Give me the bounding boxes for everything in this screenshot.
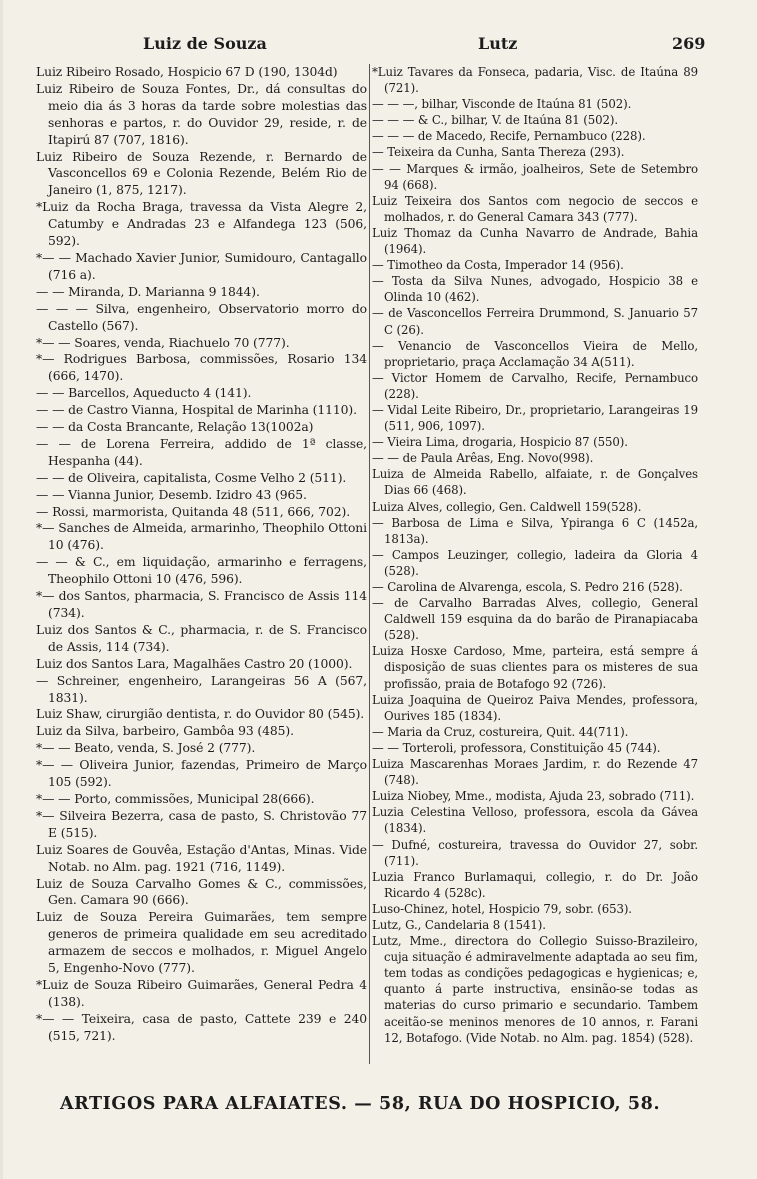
directory-entry: Luiz Shaw, cirurgião dentista, r. do Ouvidor 80 (545). bbox=[36, 707, 365, 722]
directory-entry: *— — Machado Xavier Junior, Sumidouro, Cantagallo (716 a). bbox=[36, 250, 367, 282]
directory-entry: Luiz Ribeiro de Souza Rezende, r. Bernardo de Vasconcellos 69 e Colonia Rezende, Belém Rio de Janeiro (1, 875, 1217). bbox=[36, 149, 367, 198]
footer-advertisement: ARTIGOS PARA ALFAIATES. — 58, RUA DO HOSPICIO, 58. bbox=[60, 1094, 661, 1114]
directory-entry: *— — Porto, commissões, Municipal 28(666). bbox=[36, 791, 315, 806]
directory-entry: — Victor Homem de Carvalho, Recife, Pernambuco (228). bbox=[372, 370, 698, 401]
directory-entry: Lutz, Mme., directora do Collegio Suisso-Brazileiro, cuja situação é admiravelmente adaptada ao seu fim, tem todas as condições pedagogicas e hygienicas; e, quanto á parte instructiva, ensinão-se todas as materias do curso primario e secundario. Tambem aceitão-se meninos menores de 10 annos, r. Farani 12, Botafogo. (Vide Notab. no Alm. pag. 1854) (528). bbox=[372, 934, 698, 1045]
directory-entry: — Vieira Lima, drogaria, Hospicio 87 (550). bbox=[372, 435, 628, 450]
page-header bbox=[0, 34, 757, 58]
directory-entry: — — — de Macedo, Recife, Pernambuco (228). bbox=[372, 129, 646, 144]
directory-entry: — Rossi, marmorista, Quitanda 48 (511, 666, 702). bbox=[36, 504, 351, 519]
directory-entry: Luiz dos Santos & C., pharmacia, r. de S. Francisco de Assis, 114 (734). bbox=[36, 622, 367, 654]
page-number: 269 bbox=[672, 34, 706, 53]
directory-entry: — — de Paula Arêas, Eng. Novo(998). bbox=[372, 451, 594, 466]
directory-entry: — — de Oliveira, capitalista, Cosme Velho 2 (511). bbox=[36, 470, 347, 485]
directory-entry: — — Marques & irmão, joalheiros, Sete de Setembro 94 (668). bbox=[372, 161, 698, 192]
directory-entry: Luiza Joaquina de Queiroz Paiva Mendes, professora, Ourives 185 (1834). bbox=[372, 692, 698, 723]
directory-entry: Luiza de Almeida Rabello, alfaiate, r. de Gonçalves Dias 66 (468). bbox=[372, 467, 698, 498]
directory-entry: — Vidal Leite Ribeiro, Dr., proprietario, Larangeiras 19 (511, 906, 1097). bbox=[372, 402, 698, 434]
directory-entry: *Luiz da Rocha Braga, travessa da Vista Alegre 2, Catumby e Andradas 23 e Alfandega 123 (506, 592). bbox=[36, 200, 367, 249]
directory-entry: *— — Teixeira, casa de pasto, Cattete 239 e 240 (515, 721). bbox=[36, 1011, 367, 1043]
directory-entry: Luiz de Souza Carvalho Gomes & C., commissões, Gen. Camara 90 (666). bbox=[36, 876, 367, 908]
directory-entry: — — Vianna Junior, Desemb. Izidro 43 (965. bbox=[36, 487, 307, 502]
directory-entry: Luiz Soares de Gouvêa, Estação d'Antas, Minas. Vide Notab. no Alm. pag. 1921 (716, 1149). bbox=[36, 842, 367, 874]
directory-entry: Luiz Teixeira dos Santos com negocio de seccos e molhados, r. do General Camara 343 (777). bbox=[372, 193, 698, 224]
directory-entry: — Campos Leuzinger, collegio, ladeira da Gloria 4 (528). bbox=[372, 547, 698, 578]
directory-entry: — — Torteroli, professora, Constituição 45 (744). bbox=[372, 740, 661, 755]
directory-entry: Luiza Alves, collegio, Gen. Caldwell 159(528). bbox=[372, 499, 642, 514]
directory-entry: Luiz Thomaz da Cunha Navarro de Andrade, Bahia (1964). bbox=[372, 225, 698, 257]
directory-entry: Luso-Chinez, hotel, Hospicio 79, sobr. (653). bbox=[372, 901, 632, 916]
directory-entry: — — — Silva, engenheiro, Observatorio morro do Castello (567). bbox=[36, 301, 367, 333]
column-divider bbox=[369, 64, 370, 1064]
directory-entry: Luiz de Souza Pereira Guimarães, tem sempre generos de primeira qualidade em seu acreditado armazem de seccos e molhados, r. Miguel Angelo 5, Engenho-Novo (777). bbox=[36, 910, 367, 976]
right-column bbox=[372, 64, 698, 1046]
directory-entry: — — — & C., bilhar, V. de Itaúna 81 (502). bbox=[372, 113, 619, 128]
header-right-guide: Lutz bbox=[478, 34, 518, 53]
directory-entry: *— Sanches de Almeida, armarinho, Theophilo Ottoni 10 (476). bbox=[36, 521, 367, 553]
directory-entry: — Schreiner, engenheiro, Larangeiras 56 A (567, 1831). bbox=[36, 673, 367, 705]
directory-entry: Luiz Ribeiro de Souza Fontes, Dr., dá consultas do meio dia ás 3 horas da tarde sobre molestias das senhoras e partos, r. do Ouvidor 29, reside, r. de Itapirú 87 (707, 1816). bbox=[36, 81, 367, 147]
directory-entry: — — Miranda, D. Marianna 9 1844). bbox=[36, 284, 260, 299]
directory-entry: — — & C., em liquidação, armarinho e ferragens, Theophilo Ottoni 10 (476, 596). bbox=[36, 555, 367, 587]
directory-entry: *— dos Santos, pharmacia, S. Francisco de Assis 114 (734). bbox=[36, 589, 367, 620]
directory-entry: *— Silveira Bezerra, casa de pasto, S. Christovão 77 E (515). bbox=[36, 808, 367, 840]
directory-entry: *— Rodrigues Barbosa, commissões, Rosario 134 (666, 1470). bbox=[36, 352, 367, 384]
left-column bbox=[36, 64, 367, 1045]
directory-entry: — Venancio de Vasconcellos Vieira de Mello, proprietario, praça Acclamação 34 A(511). bbox=[372, 338, 698, 369]
directory-entry: — Barbosa de Lima e Silva, Ypiranga 6 C (1452a, 1813a). bbox=[372, 515, 698, 546]
directory-entry: Luiz dos Santos Lara, Magalhães Castro 20 (1000). bbox=[36, 656, 353, 671]
page-edge bbox=[0, 0, 3, 1179]
directory-entry: — — da Costa Brancante, Relação 13(1002a) bbox=[36, 420, 314, 435]
directory-entry: *— — Beato, venda, S. José 2 (777). bbox=[36, 741, 256, 756]
directory-entry: *— — Soares, venda, Riachuelo 70 (777). bbox=[36, 335, 290, 350]
directory-entry: — Teixeira da Cunha, Santa Thereza (293). bbox=[372, 145, 625, 160]
directory-entry: Luzia Celestina Velloso, professora, escola da Gávea (1834). bbox=[372, 805, 698, 836]
directory-entry: — Maria da Cruz, costureira, Quit. 44(711). bbox=[372, 724, 629, 739]
directory-entry: Luzia Franco Burlamaqui, collegio, r. do Dr. João Ricardo 4 (528c). bbox=[372, 869, 698, 900]
directory-entry: — Timotheo da Costa, Imperador 14 (956). bbox=[372, 258, 624, 273]
directory-entry: *Luiz de Souza Ribeiro Guimarães, General Pedra 4 (138). bbox=[36, 977, 367, 1009]
directory-entry: — Dufné, costureira, travessa do Ouvidor 27, sobr. (711). bbox=[372, 837, 698, 868]
directory-entry: — — —, bilhar, Visconde de Itaúna 81 (502). bbox=[372, 97, 632, 112]
directory-entry: Luiza Niobey, Mme., modista, Ajuda 23, sobrado (711). bbox=[372, 789, 695, 804]
directory-entry: — — de Castro Vianna, Hospital de Marinha (1110). bbox=[36, 403, 357, 418]
directory-entry: *— — Oliveira Junior, fazendas, Primeiro de Março 105 (592). bbox=[36, 758, 367, 790]
directory-entry: Luiz Ribeiro Rosado, Hospicio 67 D (190, 1304d) bbox=[36, 65, 338, 79]
directory-entry: — de Carvalho Barradas Alves, collegio, General Caldwell 159 esquina da do barão de Piranapiacaba (528). bbox=[372, 596, 698, 643]
directory-entry: Luiza Hosxe Cardoso, Mme, parteira, está sempre á disposição de suas clientes para os misteres de sua profissão, praia de Botafogo 92 (726). bbox=[372, 644, 698, 691]
directory-entry: — de Vasconcellos Ferreira Drummond, S. Januario 57 C (26). bbox=[372, 306, 698, 337]
directory-entry: — — de Lorena Ferreira, addido de 1ª classe, Hespanha (44). bbox=[36, 436, 367, 468]
directory-entry: Luiza Mascarenhas Moraes Jardim, r. do Rezende 47 (748). bbox=[372, 757, 698, 788]
directory-entry: — Tosta da Silva Nunes, advogado, Hospicio 38 e Olinda 10 (462). bbox=[372, 274, 698, 305]
directory-entry: — — Barcellos, Aqueducto 4 (141). bbox=[36, 386, 252, 401]
directory-entry: Lutz, G., Candelaria 8 (1541). bbox=[372, 917, 546, 932]
directory-entry: — Carolina de Alvarenga, escola, S. Pedro 216 (528). bbox=[372, 580, 683, 594]
directory-entry: *Luiz Tavares da Fonseca, padaria, Visc. de Itaúna 89 (721). bbox=[372, 65, 698, 96]
directory-entry: Luiz da Silva, barbeiro, Gambôa 93 (485). bbox=[36, 724, 294, 739]
header-left-guide: Luiz de Souza bbox=[143, 34, 267, 53]
